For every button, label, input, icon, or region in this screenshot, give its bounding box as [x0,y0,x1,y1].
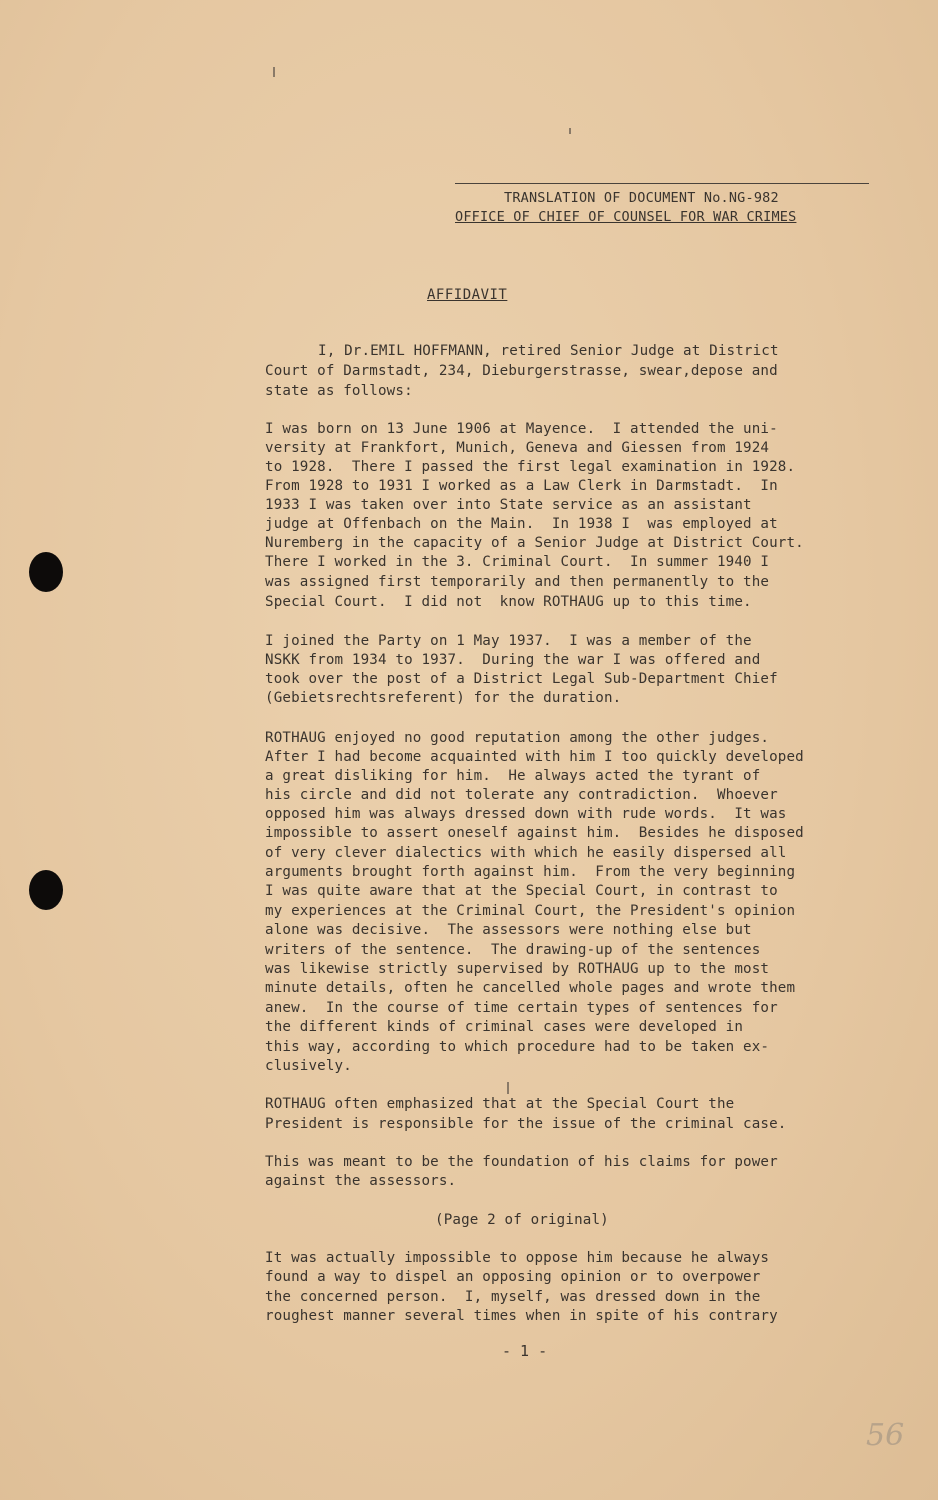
text-line: Court of Darmstadt, 234, Dieburgerstrasse, swear,depose and [265,363,778,379]
text-line: President is responsible for the issue of the criminal case. [265,1116,787,1132]
text-line: of very clever dialectics with which he easily dispersed all [265,845,787,861]
header-rule [455,183,869,184]
text-line: found a way to dispel an opposing opinion or to overpower [265,1269,761,1285]
text-line: minute details, often he cancelled whole pages and wrote them [265,980,796,996]
text-line: There I worked in the 3. Criminal Court. In summer 1940 I [265,554,770,570]
text-line: (Gebietsrechtsreferent) for the duration. [265,690,622,706]
text-line: clusively. [265,1058,352,1074]
text-line: ROTHAUG enjoyed no good reputation among the other judges. [265,730,770,746]
text-line: From 1928 to 1931 I worked as a Law Clerk in Darmstadt. In [265,478,778,494]
punch-hole [29,870,63,910]
text-line: arguments brought forth against him. From the very beginning [265,864,796,880]
text-line: I was born on 13 June 1906 at Mayence. I attended the uni- [265,421,778,437]
text-line: After I had become acquainted with him I too quickly developed [265,749,804,765]
page-number: - 1 - [502,1342,548,1360]
text-line: my experiences at the Criminal Court, the President's opinion [265,903,796,919]
text-line: writers of the sentence. The drawing-up of the sentences [265,942,761,958]
text-line: roughest manner several times when in spite of his contrary [265,1308,778,1324]
paper-speck [273,67,275,77]
document-title: AFFIDAVIT [427,287,508,303]
text-line: the concerned person. I, myself, was dressed down in the [265,1289,761,1305]
text-line: the different kinds of criminal cases were developed in [265,1019,744,1035]
punch-hole [29,552,63,592]
text-line: ROTHAUG often emphasized that at the Special Court the [265,1096,735,1112]
text-line: I, Dr.EMIL HOFFMANN, retired Senior Judge at District [318,343,779,359]
text-line: alone was decisive. The assessors were nothing else but [265,922,752,938]
text-line: against the assessors. [265,1173,457,1189]
text-line: Special Court. I did not know ROTHAUG up to this time. [265,594,752,610]
text-line: to 1928. There I passed the first legal examination in 1928. [265,459,796,475]
text-line: judge at Offenbach on the Main. In 1938 I was employed at [265,516,778,532]
text-line: It was actually impossible to oppose him because he always [265,1250,770,1266]
text-line: I joined the Party on 1 May 1937. I was a member of the [265,633,752,649]
text-line: opposed him was always dressed down with rude words. It was [265,806,787,822]
text-line: 1933 I was taken over into State service as an assistant [265,497,752,513]
text-line: NSKK from 1934 to 1937. During the war I was offered and [265,652,761,668]
text-line: I was quite aware that at the Special Court, in contrast to [265,883,778,899]
text-line: took over the post of a District Legal Sub-Department Chief [265,671,778,687]
text-line: Nuremberg in the capacity of a Senior Judge at District Court. [265,535,804,551]
text-line: versity at Frankfort, Munich, Geneva and Giessen from 1924 [265,440,770,456]
text-line: (Page 2 of original) [435,1212,609,1228]
text-line: this way, according to which procedure had to be taken ex- [265,1039,770,1055]
office-header: OFFICE OF CHIEF OF COUNSEL FOR WAR CRIMES [455,209,797,225]
text-line: impossible to assert oneself against him. Besides he disposed [265,825,804,841]
text-line: state as follows: [265,383,413,399]
text-line: a great disliking for him. He always acted the tyrant of [265,768,761,784]
text-line: This was meant to be the foundation of his claims for power [265,1154,778,1170]
text-line: was assigned first temporarily and then permanently to the [265,574,770,590]
text-line: was likewise strictly supervised by ROTHAUG up to the most [265,961,770,977]
handwritten-page-number: 56 [866,1418,905,1453]
paper-speck [507,1082,509,1094]
paper-speck [569,128,571,134]
translation-header: TRANSLATION OF DOCUMENT No.NG-982 [504,190,779,206]
text-line: his circle and did not tolerate any contradiction. Whoever [265,787,778,803]
text-line: anew. In the course of time certain types of sentences for [265,1000,778,1016]
